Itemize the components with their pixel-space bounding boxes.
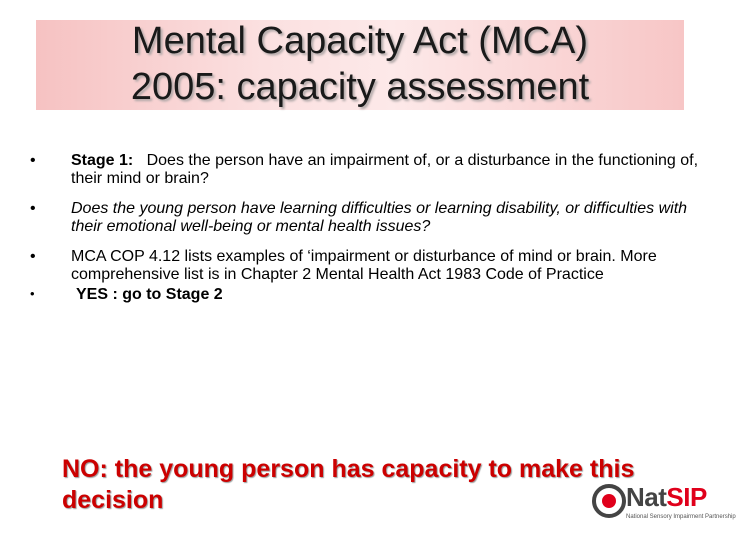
list-item-text: MCA COP 4.12 lists examples of ‘impairment or disturbance of mind or brain. More comprehensive list is in Chapter 2 Mental Health Act 1983 Code of Practice: [71, 248, 657, 283]
bullet-marker: •: [30, 248, 36, 265]
no-outcome-text: NO: the young person has capacity to make this decision: [62, 455, 635, 514]
list-item-text: Does the person have an impairment of, or a disturbance in the functioning of, their mind or brain?: [71, 152, 699, 187]
list-item: [30, 200, 700, 236]
bullet-marker: •: [30, 286, 35, 301]
stage-label: Stage 1:: [71, 152, 134, 169]
list-item: [30, 152, 700, 188]
bullet-list: [30, 152, 700, 304]
bullet-marker: •: [30, 152, 36, 169]
logo-tagline: National Sensory Impairment Partnership: [626, 514, 736, 520]
title-line-2: 2005: capacity assessment: [130, 66, 590, 108]
logo-circle-icon: [592, 484, 626, 518]
list-item-text: YES : go to Stage 2: [76, 286, 223, 303]
title-line-1: Mental Capacity Act (MCA): [131, 20, 589, 62]
list-item: [30, 248, 700, 284]
slide-title: [36, 18, 684, 110]
bullet-marker: •: [30, 200, 36, 217]
logo-wordmark: NatSIP: [626, 482, 707, 512]
list-item: [30, 286, 700, 304]
natsip-logo: [590, 478, 736, 528]
list-item-text: Does the young person have learning difficulties or learning disability, or difficulties with their emotional well-being or mental health issues?: [71, 200, 688, 235]
